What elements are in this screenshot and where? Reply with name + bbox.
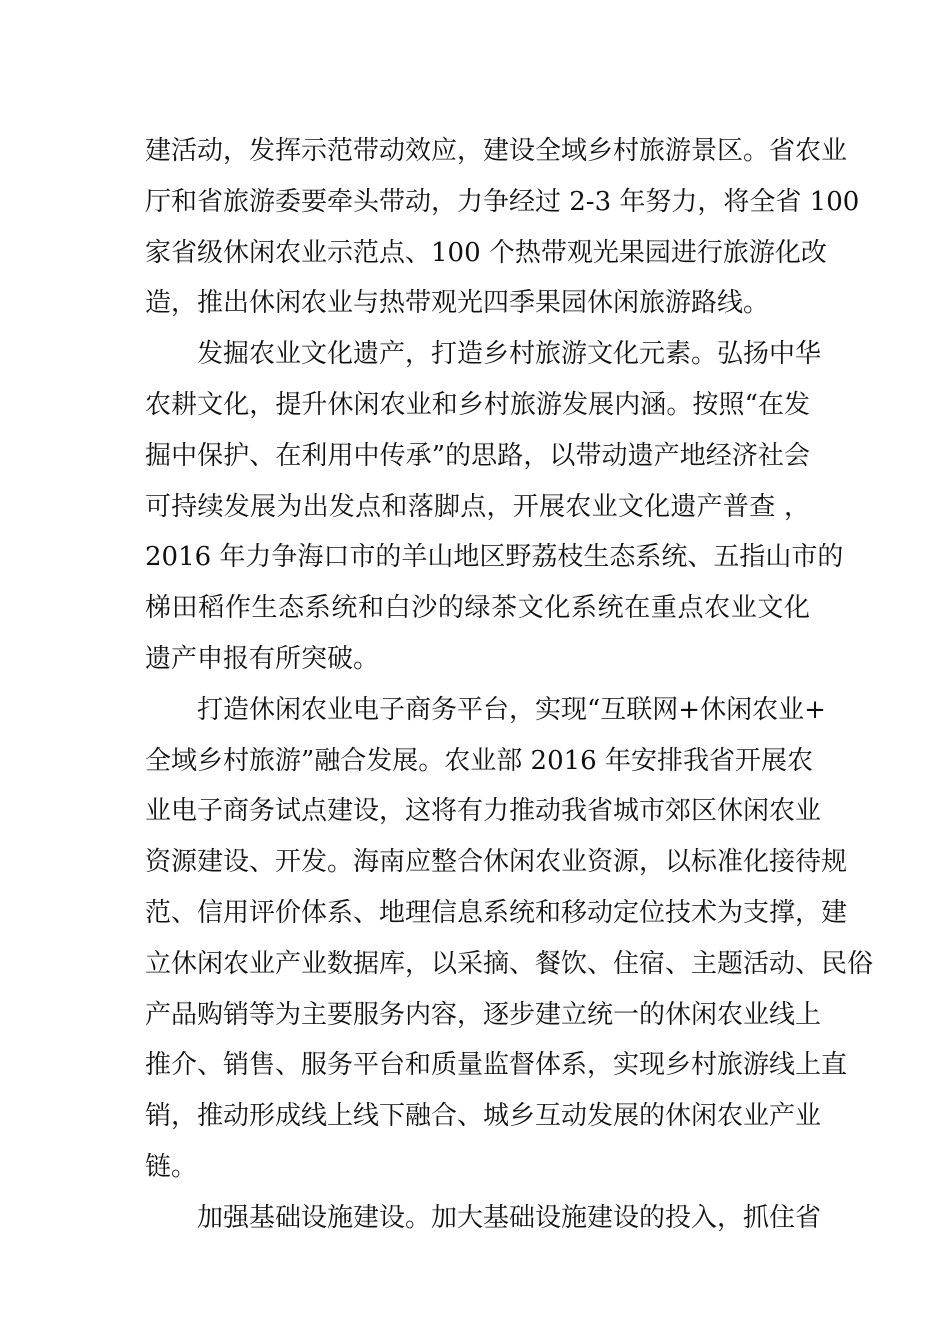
- text-line: 立休闲农业产业数据库，以采摘、餐饮、住宿、主题活动、民俗: [145, 948, 874, 979]
- text-line: 加强基础设施建设。加大基础设施建设的投入，抓住省: [197, 1202, 822, 1233]
- text-line: 厅和省旅游委要牵头带动，力争经过 2-3 年努力，将全省 100: [145, 186, 860, 217]
- paragraph: [145, 1193, 822, 1244]
- text-line: 推介、销售、服务平台和质量监督体系，实现乡村旅游线上直: [145, 1050, 848, 1081]
- text-line: 梯田稻作生态系统和白沙的绿茶文化系统在重点农业文化: [145, 593, 810, 624]
- text-line: 业电子商务试点建设，这将有力推动我省城市郊区休闲农业: [145, 796, 822, 827]
- text-line: 链。: [145, 1151, 198, 1182]
- text-line: 产品购销等为主要服务内容，逐步建立统一的休闲农业线上: [145, 999, 822, 1030]
- text-line: 资源建设、开发。海南应整合休闲农业资源，以标准化接待规: [145, 847, 848, 878]
- text-line: 打造休闲农业电子商务平台，实现“互联网+休闲农业+: [197, 694, 826, 725]
- paragraph: [145, 329, 844, 685]
- paragraph: [145, 685, 874, 1193]
- text-line: 遗产申报有所突破。: [145, 643, 380, 674]
- text-line: 销，推动形成线上线下融合、城乡互动发展的休闲农业产业: [145, 1101, 822, 1132]
- text-line: 发掘农业文化遗产，打造乡村旅游文化元素。弘扬中华: [197, 339, 822, 370]
- text-line: 农耕文化，提升休闲农业和乡村旅游发展内涵。按照“在发: [145, 389, 810, 420]
- document-body: [145, 126, 874, 1244]
- text-line: 范、信用评价体系、地理信息系统和移动定位技术为支撑，建: [145, 897, 848, 928]
- text-line: 2016 年力争海口市的羊山地区野荔枝生态系统、五指山市的: [145, 542, 844, 573]
- text-line: 掘中保护、在利用中传承”的思路，以带动遗产地经济社会: [145, 440, 810, 471]
- text-line: 造，推出休闲农业与热带观光四季果园休闲旅游路线。: [145, 288, 770, 319]
- paragraph: [145, 126, 860, 329]
- text-line: 建活动，发挥示范带动效应，建设全域乡村旅游景区。省农业: [145, 136, 848, 166]
- text-line: 可持续发展为出发点和落脚点，开展农业文化遗产普查 ，: [145, 491, 810, 522]
- text-line: 家省级休闲农业示范点、100 个热带观光果园进行旅游化改: [145, 237, 827, 268]
- text-line: 全域乡村旅游”融合发展。农业部 2016 年安排我省开展农: [145, 745, 813, 776]
